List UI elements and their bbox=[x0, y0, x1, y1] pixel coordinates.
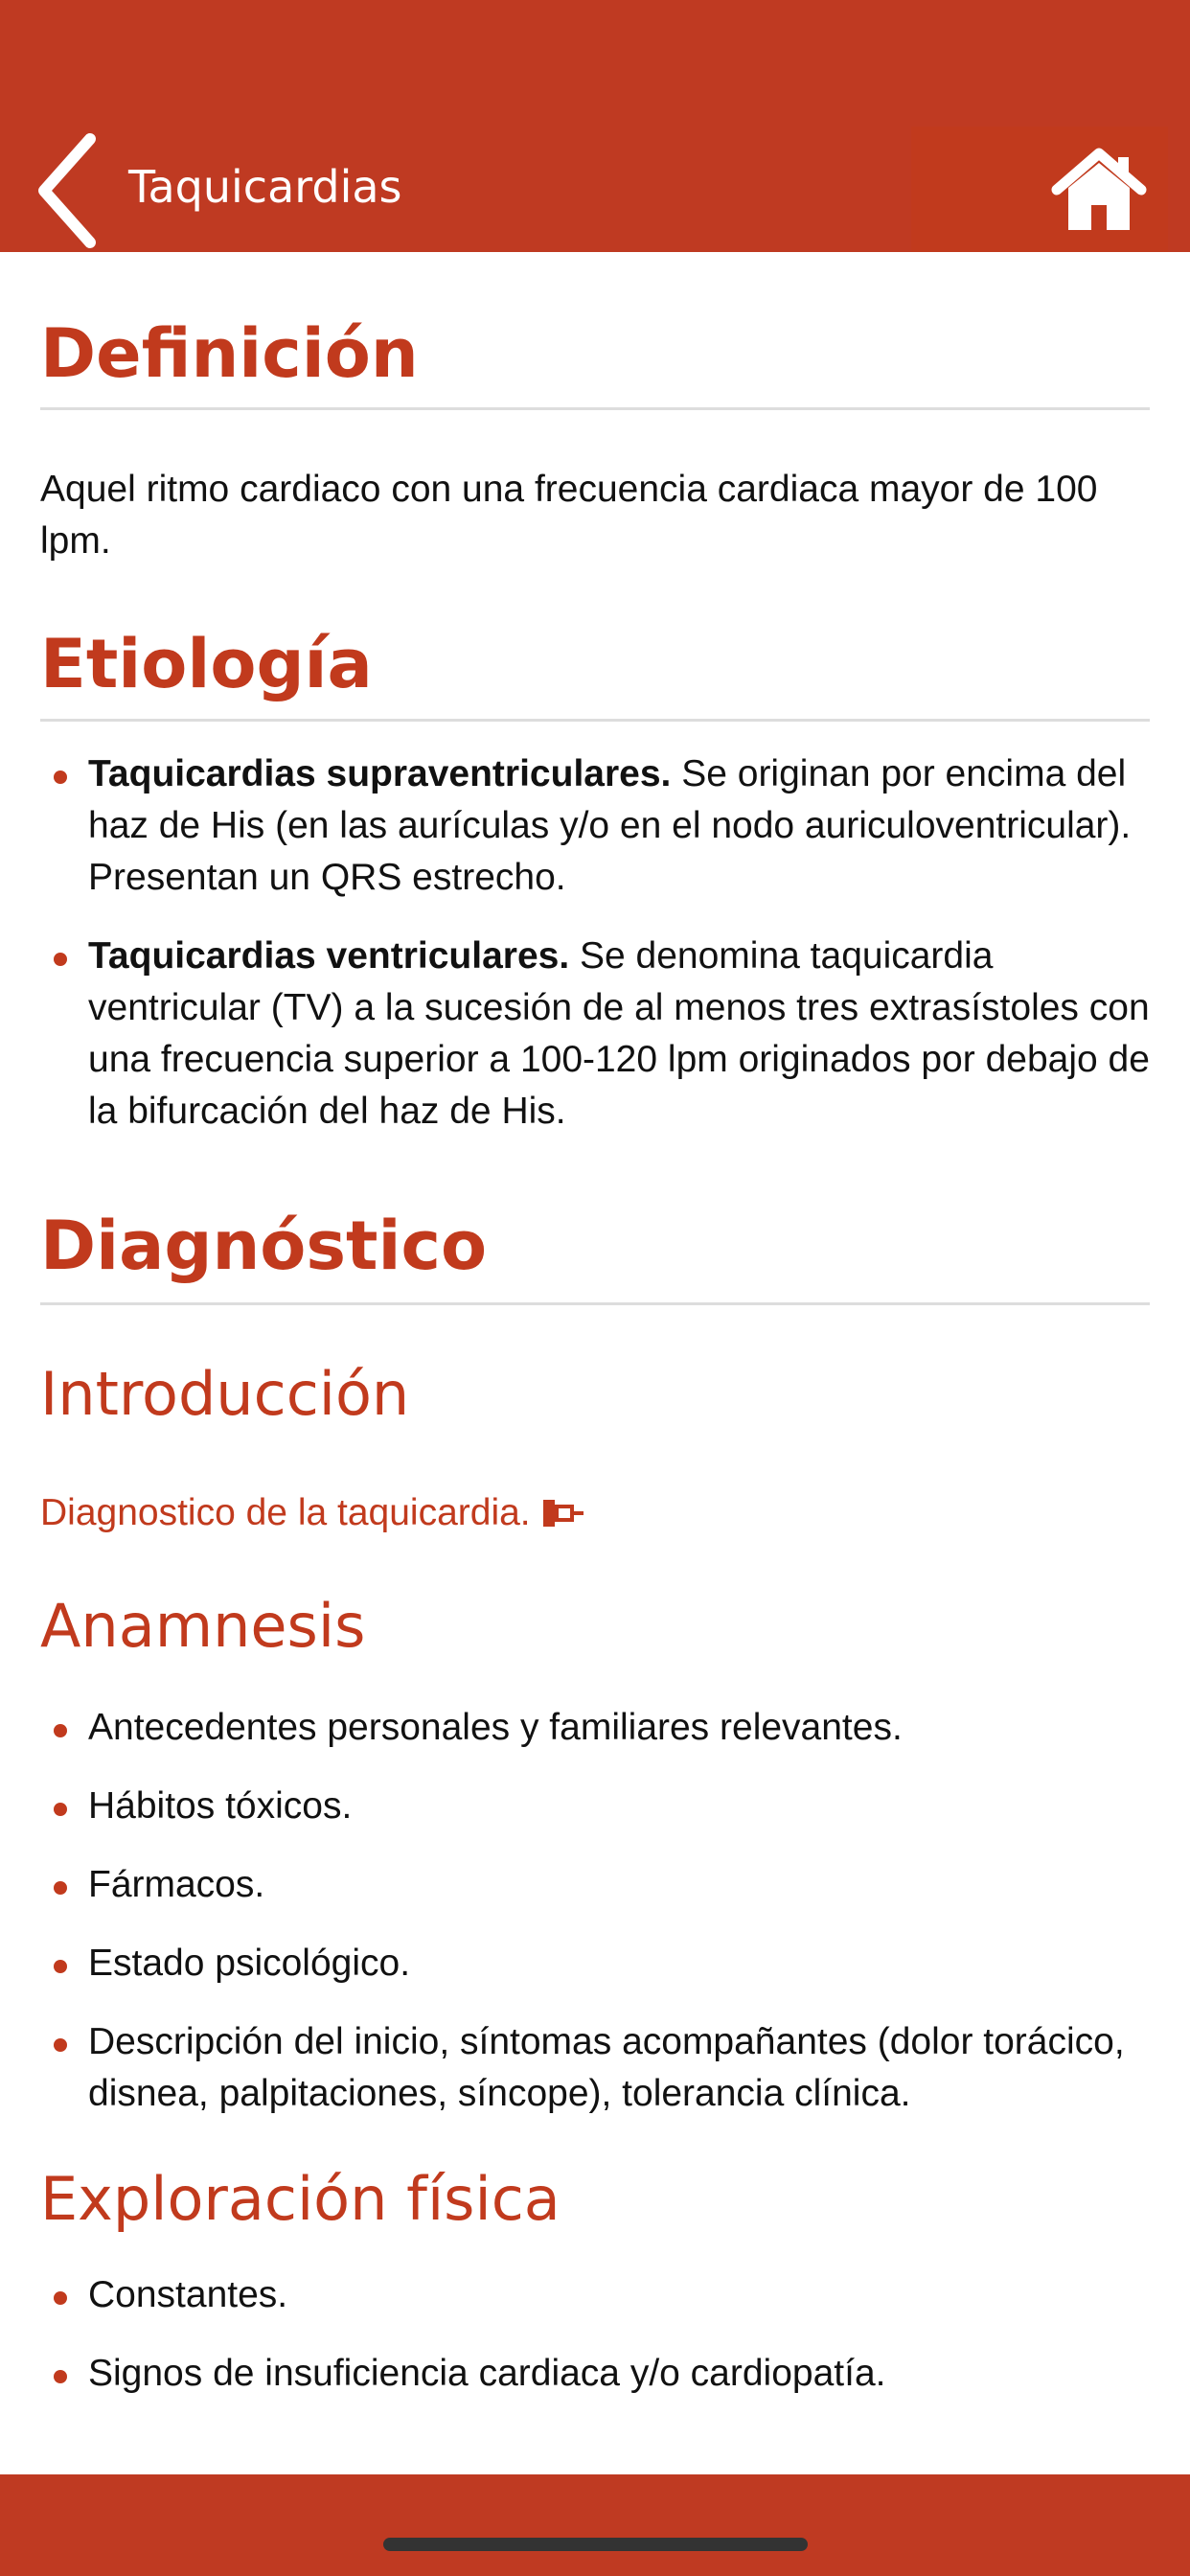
list-item bbox=[40, 1938, 1150, 1990]
bullet-dot bbox=[54, 1724, 67, 1737]
back-button[interactable] bbox=[34, 128, 121, 253]
link-text: Diagnostico de la taquicardia. bbox=[40, 1492, 531, 1533]
list-item-text: Descripción del inicio, síntomas acompañantes (dolor torácico, disnea, palpitaciones, síncope), tolerancia clínica. bbox=[88, 2021, 1125, 2114]
section-title-diagnostico: Diagnóstico bbox=[40, 1207, 488, 1285]
diagnostico-link[interactable] bbox=[40, 1487, 584, 1539]
home-indicator[interactable] bbox=[383, 2538, 808, 2551]
list-item-text: Signos de insuficiencia cardiaca y/o cardiopatía. bbox=[88, 2353, 886, 2394]
list-item bbox=[40, 2348, 1150, 2400]
bullet-dot bbox=[54, 1881, 67, 1895]
app-header bbox=[0, 0, 1190, 252]
home-icon bbox=[1051, 146, 1147, 234]
list-item-text: Antecedentes personales y familiares relevantes. bbox=[88, 1707, 903, 1748]
list-item-text: Constantes. bbox=[88, 2274, 288, 2315]
bullet-dot bbox=[54, 2291, 67, 2305]
subsection-title-introduccion: Introducción bbox=[40, 1359, 410, 1429]
list-item bbox=[40, 1781, 1150, 1832]
bullet-dot bbox=[54, 770, 67, 784]
definition-text: Aquel ritmo cardiaco con una frecuencia cardiaca mayor de 100 lpm. bbox=[40, 469, 1098, 562]
bottom-bar bbox=[0, 2474, 1190, 2576]
list-item bbox=[40, 1859, 1150, 1911]
article-content bbox=[40, 252, 1150, 2400]
subsection-title-exploracion: Exploración física bbox=[40, 2164, 561, 2234]
list-item bbox=[40, 931, 1150, 1138]
page-title: Taquicardias bbox=[128, 161, 402, 213]
table-link-icon bbox=[542, 1499, 584, 1528]
bullet-dot bbox=[54, 1960, 67, 1973]
list-item bbox=[40, 2016, 1150, 2120]
bullet-dot bbox=[54, 953, 67, 966]
section-title-definicion: Definición bbox=[40, 314, 419, 393]
list-item-bold: Taquicardias ventriculares. bbox=[88, 935, 570, 977]
bullet-dot bbox=[54, 2038, 67, 2052]
bullet-dot bbox=[54, 1803, 67, 1816]
subsection-title-anamnesis: Anamnesis bbox=[40, 1591, 366, 1661]
list-item-text: Hábitos tóxicos. bbox=[88, 1785, 353, 1827]
chevron-left-icon bbox=[34, 131, 102, 250]
list-item bbox=[40, 2269, 1150, 2321]
list-item-text: Fármacos. bbox=[88, 1864, 265, 1905]
etiologia-list bbox=[40, 748, 1150, 1138]
list-item-bold: Taquicardias supraventriculares. bbox=[88, 753, 672, 794]
list-item bbox=[40, 1702, 1150, 1754]
home-button[interactable] bbox=[911, 126, 1168, 252]
bullet-dot bbox=[54, 2370, 67, 2383]
list-item-text: Se originan por encima del haz de His (en las aurículas y/o en el nodo auriculoventricular). Presentan un QRS estrecho. bbox=[88, 753, 1132, 898]
anamnesis-list bbox=[40, 1702, 1150, 2120]
section-title-etiologia: Etiología bbox=[40, 625, 373, 703]
list-item-text: Se denomina taquicardia ventricular (TV) a la sucesión de al menos tres extrasístoles con una frecuencia superior a 100-120 lpm originados por debajo de la bifurcación del haz de His. bbox=[88, 935, 1150, 1132]
list-item bbox=[40, 748, 1150, 904]
exploracion-list bbox=[40, 2269, 1150, 2400]
list-item-text: Estado psicológico. bbox=[88, 1943, 411, 1984]
